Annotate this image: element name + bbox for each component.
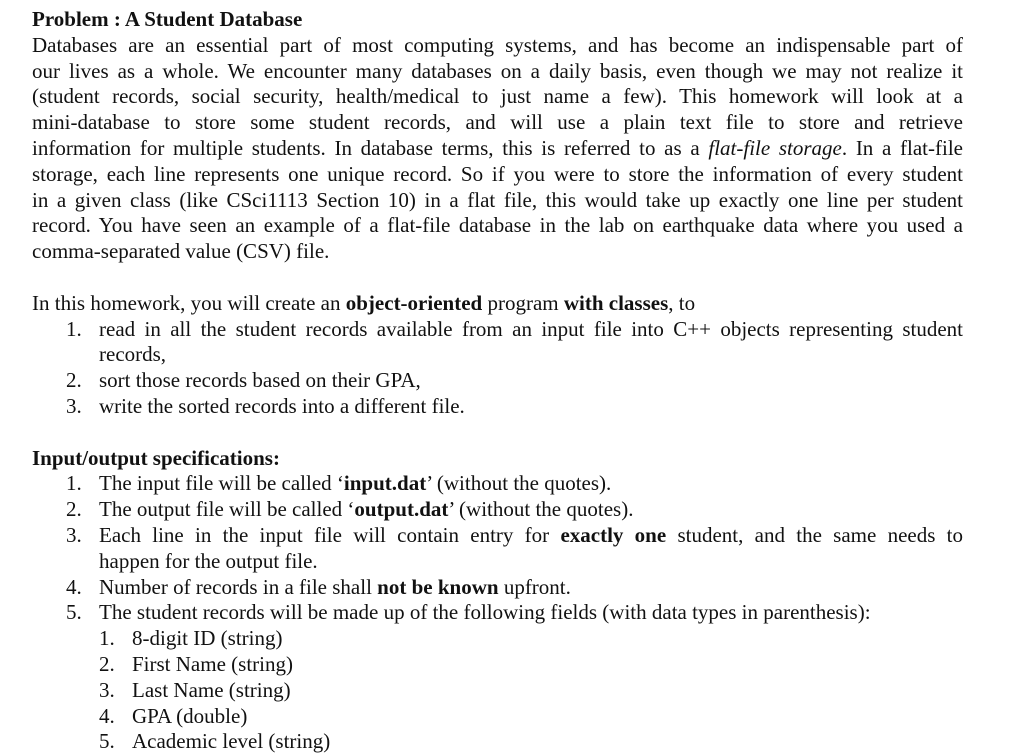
io-heading: Input/output specifications:	[32, 445, 280, 470]
intro-line: Databases are an essential part of most computing systems, and has become an indispensable part of	[32, 32, 963, 57]
io-item-continuation: happen for the output file.	[99, 548, 318, 573]
io-item: 4. Number of records in a file shall not be known upfront.	[66, 574, 571, 599]
field-list	[32, 626, 963, 755]
problem-title: Problem : A Student Database	[32, 7, 303, 31]
flat-file-term: flat-file storage	[708, 135, 842, 160]
task-item: 2. sort those records based on their GPA,	[66, 368, 421, 393]
task-list	[32, 317, 963, 420]
task-item: 1. read in all the student records available from an input file into C++ objects representing student	[66, 316, 963, 341]
io-item: 2. The output file will be called ‘output.dat’ (without the quotes).	[66, 497, 634, 522]
document-page	[32, 7, 963, 755]
field-item: 4. GPA (double)	[99, 703, 248, 728]
io-list	[32, 471, 963, 755]
task-item: 3. write the sorted records into a different file.	[66, 393, 465, 418]
intro-line: storage, each line represents one unique record. So if you were to store the information of every student	[32, 161, 963, 186]
intro-line: our lives as a whole. We encounter many databases on a daily basis, even though we may not realize it	[32, 58, 963, 83]
intro-line: record. You have seen an example of a flat-file database in the lab on earthquake data where you used a	[32, 213, 963, 238]
intro-paragraph	[32, 33, 963, 265]
io-item: 1. The input file will be called ‘input.dat’ (without the quotes).	[66, 471, 612, 496]
intro-line: comma-separated value (CSV) file.	[32, 239, 330, 264]
task-item-continuation: records,	[99, 342, 167, 367]
intro-line: mini-database to store some student records, and will use a plain text file to store and retrieve	[32, 110, 963, 135]
intro-line: information for multiple students. In database terms, this is referred to as a flat-file storage. In a flat-file	[32, 135, 963, 160]
homework-intro: In this homework, you will create an object-oriented program with classes, to	[32, 290, 696, 315]
intro-line: (student records, social security, health/medical to just name a few). This homework will look at a	[32, 84, 963, 109]
io-item: 3. Each line in the input file will contain entry for exactly one student, and the same needs to	[66, 522, 963, 547]
field-item: 5. Academic level (string)	[99, 729, 331, 754]
field-item: 2. First Name (string)	[99, 651, 293, 676]
intro-line: in a given class (like CSci1113 Section 10) in a flat file, this would take up exactly one line per student	[32, 187, 963, 212]
io-item: 5. The student records will be made up of the following fields (with data types in parenthesis):	[66, 600, 871, 625]
field-item: 1. 8-digit ID (string)	[99, 626, 283, 651]
field-item: 3. Last Name (string)	[99, 677, 291, 702]
